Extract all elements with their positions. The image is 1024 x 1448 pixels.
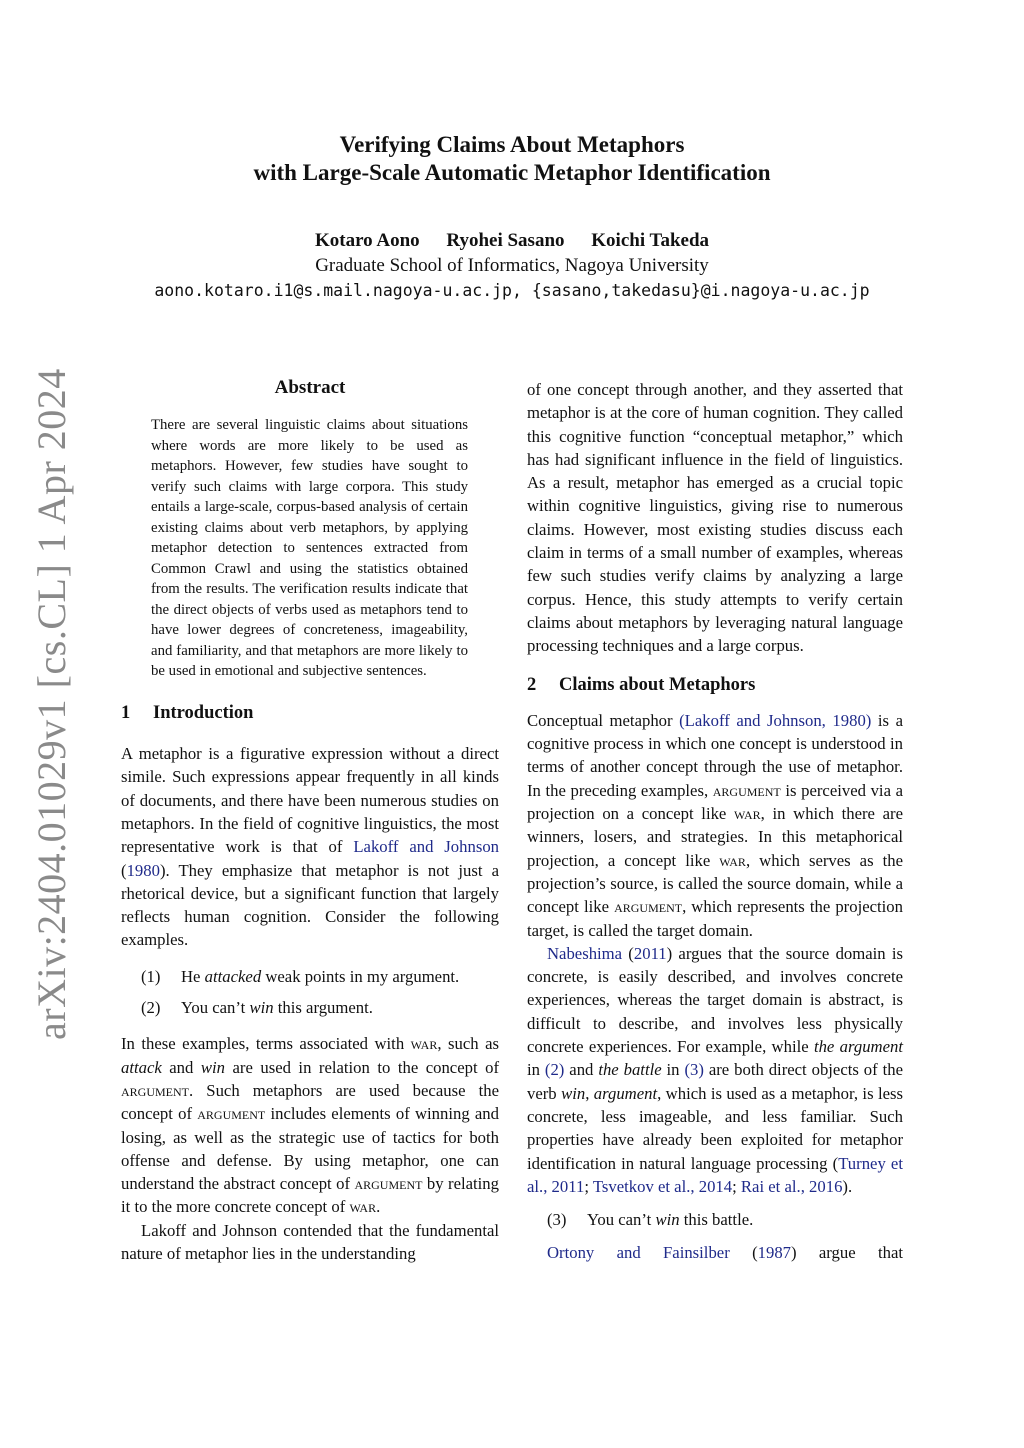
author-name: Ryohei Sasano bbox=[446, 230, 565, 251]
claims-paragraph-3-start: Ortony and Fainsilber (1987) argue that bbox=[547, 1243, 903, 1263]
author-emails: aono.kotaro.i1@s.mail.nagoya-u.ac.jp, {sasano,takedasu}@i.nagoya-u.ac.jp bbox=[154, 281, 870, 300]
example-ref-link[interactable]: (3) bbox=[684, 1060, 704, 1080]
intro-paragraph: A metaphor is a figurative expression without a direct simile. Such expressions appear frequently in all kinds of documents, and there have been numerous studies on metaphors. In the field of cognitive linguistics, the most representative work is that of Lakoff and Johnson (1980). They emphasize that metaphor is not just a rhetorical device, but a significant function that largely reflects human cognition. Consider the following examples. bbox=[121, 744, 500, 950]
author-name: Koichi Takeda bbox=[591, 230, 710, 251]
claims-paragraph-1: Conceptual metaphor (Lakoff and Johnson, 1980) is a cognitive process in which one concept is understood in terms of another concept through the use of metaphor. In the preceding examples, argument is perceived via a projection on a concept like war, in which there are winners, losers, and strategies. In this metaphorical projection, a concept like war, which serves as the projection’s source, is called the source domain, while a concept like argument, which represents the projection target, is called the target domain. bbox=[527, 710, 903, 940]
intro-paragraph-2: In these examples, terms associated with war, such as attack and win are used in relation to the concept of argument. Such metaphors are used because the concept of argument includes elements of winning and losing, as well as the strategic use of tactics for both offense and defense. By using metaphor, one can understand the abstract concept of argument by relating it to the more concrete concept of war. bbox=[121, 1034, 499, 1217]
affiliation: Graduate School of Informatics, Nagoya University bbox=[315, 255, 709, 276]
abstract-heading: Abstract bbox=[274, 377, 346, 398]
citation-link[interactable]: (Lakoff and Johnson, 1980) bbox=[679, 710, 872, 730]
example-2: (2) You can’t win this argument. bbox=[141, 998, 373, 1018]
section-number: 2 bbox=[527, 674, 537, 695]
claims-paragraph-2: Nabeshima (2011) argues that the source domain is concrete, is easily described, and involves concrete experiences, whereas the target domain is abstract, is difficult to describe, and involves less physically concrete experiences. For example, while the argument in (2) and the battle in (3) are both direct objects of the verb win, argument, which is used as a metaphor, is less concrete, less imageable, and less familiar. Such properties have already been exploited for metaphor identification in natural language processing (Turney et al., 2011; Tsvetkov et al., 2014; Rai et al., 2016). bbox=[527, 943, 904, 1196]
section-title: Introduction bbox=[153, 702, 254, 723]
right-column bbox=[527, 378, 903, 1265]
citation-year-link[interactable]: 2011 bbox=[633, 943, 667, 963]
section-heading-claims bbox=[527, 674, 903, 697]
arxiv-identifier: arXiv:2404.01029v1 [cs.CL] 1 Apr 2024 bbox=[29, 368, 74, 1040]
citation-link[interactable]: Rai et al., 2016 bbox=[740, 1176, 843, 1196]
title-line-2: with Large-Scale Automatic Metaphor Identification bbox=[253, 160, 771, 185]
citation-link[interactable]: Nabeshima bbox=[547, 943, 623, 963]
citation-link[interactable]: Ortony and Fainsilber bbox=[547, 1243, 730, 1263]
citation-link[interactable]: Lakoff and Johnson bbox=[353, 837, 500, 857]
example-1: (1) He attacked weak points in my argument. bbox=[141, 966, 460, 986]
title-line-1: Verifying Claims About Metaphors bbox=[339, 132, 685, 157]
abstract-text: There are several linguistic claims about situations where words are more likely to be used as metaphors. However, few studies have sought to verify such claims with large corpora. This study entails a large-scale, corpus-based analysis of certain existing claims about verb metaphors, by applying metaphor detection to sentences extracted from Common Crawl and using the statistics obtained from the results. The verification results indicate that the direct objects of verbs used as metaphors tend to have lower degrees of concreteness, imageability, and familiarity, and that metaphors are more likely to be used in emotional and subjective sentences. bbox=[151, 417, 468, 680]
citation-link[interactable]: Tsvetkov et al., 2014 bbox=[592, 1176, 733, 1196]
example-ref-link[interactable]: (2) bbox=[544, 1060, 565, 1080]
section-title: Claims about Metaphors bbox=[559, 674, 756, 695]
citation-year-link[interactable]: 1987 bbox=[757, 1243, 792, 1263]
author-name: Kotaro Aono bbox=[314, 230, 420, 251]
example-3: (3) You can’t win this battle. bbox=[547, 1210, 754, 1230]
section-heading-introduction bbox=[121, 702, 499, 725]
paper-title bbox=[0, 131, 1024, 187]
author-list bbox=[0, 230, 1024, 252]
left-column bbox=[121, 376, 499, 1265]
section-number: 1 bbox=[121, 702, 131, 723]
citation-link[interactable]: Turney et al., 2011 bbox=[527, 1153, 903, 1196]
intro-paragraph-3-continued: of one concept through another, and they asserted that metaphor is at the core of human cognition. They called this cognitive function “conceptual metaphor,” which has had significant influence in the field of linguistics. As a result, metaphor has emerged as a crucial topic within cognitive linguistics, giving rise to numerous claims. However, most existing studies discuss each claim in terms of a small number of examples, whereas few such studies verify claims by analyzing a large corpus. Hence, this study attempts to verify certain claims about metaphors by leveraging natural language processing techniques and a large corpus. bbox=[527, 380, 903, 656]
citation-year-link[interactable]: 1980 bbox=[126, 860, 160, 880]
intro-paragraph-3-start: Lakoff and Johnson contended that the fundamental nature of metaphor lies in the understanding bbox=[121, 1220, 499, 1264]
